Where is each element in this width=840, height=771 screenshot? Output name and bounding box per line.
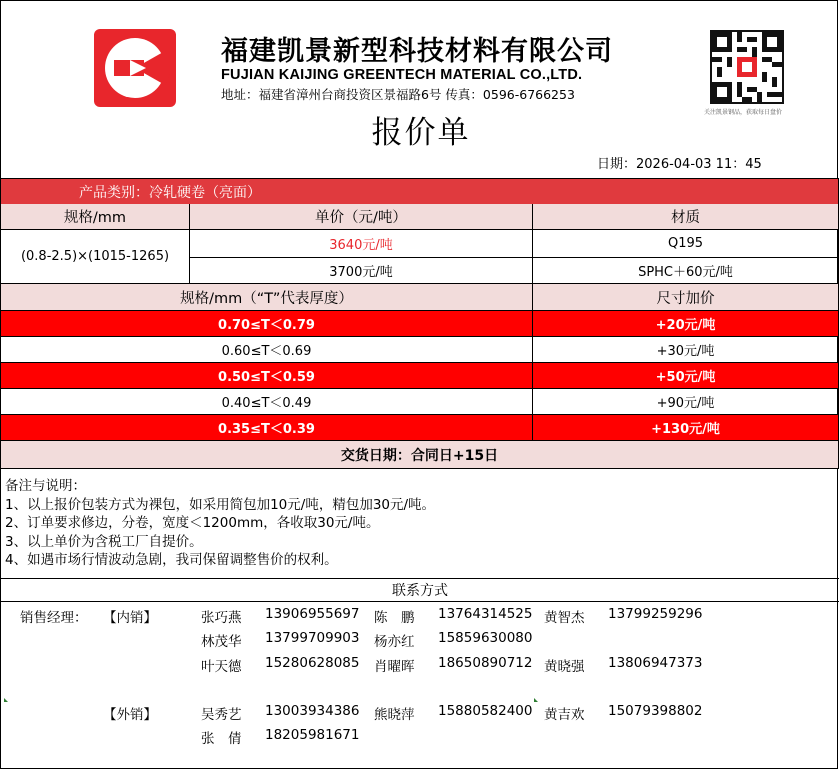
- contact-name: 杨亦红: [374, 634, 415, 650]
- contact-name: 张巧燕: [201, 610, 242, 626]
- note-item: 4、如遇市场行情波动急剧，我司保留调整售价的权利。: [5, 552, 338, 568]
- contact-phone[interactable]: 15859630080: [438, 630, 533, 646]
- thickness-surcharge: +20元/吨: [533, 311, 839, 337]
- note-item: 2、订单要求修边，分卷，宽度＜1200mm，各收取30元/吨。: [5, 515, 380, 531]
- contact-phone[interactable]: 13764314525: [438, 606, 533, 622]
- contact-name: 黄吉欢: [544, 707, 585, 723]
- contact-name: 张 倩: [201, 731, 242, 747]
- sales-manager-label: 销售经理：: [20, 610, 88, 626]
- company-name-cn: 福建凯景新型科技材料有限公司: [221, 36, 613, 67]
- quote-date: 日期：2026-04-03 11：45: [597, 157, 762, 172]
- contact-phone[interactable]: 18205981671: [265, 727, 360, 743]
- notes-block: [5, 477, 435, 570]
- thickness-range: 0.35≤T＜0.39: [1, 415, 533, 441]
- header-spec: 规格/mm: [1, 204, 190, 230]
- contact-name: 黄智杰: [544, 610, 585, 626]
- company-logo-icon: [94, 29, 176, 107]
- delivery-date: 交货日期：合同日+15日: [1, 441, 839, 469]
- contact-name: 黄晓强: [544, 659, 585, 675]
- note-item: 1、以上报价包装方式为裸包，如采用简包加10元/吨，精包加30元/吨。: [5, 496, 436, 513]
- domestic-label: 【内销】: [103, 610, 157, 626]
- thickness-surcharge: +30元/吨: [533, 337, 839, 363]
- contact-name: 陈 鹏: [374, 610, 415, 626]
- product-category: 产品类别：冷轧硬卷（亮面）: [1, 179, 839, 205]
- header-size-surcharge: 尺寸加价: [533, 284, 839, 311]
- contact-name: 熊晓萍: [374, 707, 415, 723]
- header-material: 材质: [533, 204, 839, 230]
- contact-phone[interactable]: 13003934386: [265, 703, 360, 719]
- qr-code-icon: [710, 30, 784, 104]
- document-title: 报价单: [371, 115, 471, 151]
- thickness-surcharge: +50元/吨: [533, 363, 839, 389]
- company-address: 地址：福建省漳州台商投资区景福路6号 传真：0596-6766253: [221, 87, 575, 102]
- contact-name: 叶天德: [201, 659, 242, 675]
- cell-comment-marker-icon: [534, 698, 538, 702]
- spec-range: (0.8-2.5)×(1015-1265): [1, 230, 190, 284]
- thickness-range: 0.70≤T＜0.79: [1, 311, 533, 337]
- material-sphc: SPHC＋60元/吨: [533, 258, 839, 284]
- company-name-en: FUJIAN KAIJING GREENTECH MATERIAL CO.,LTD.: [221, 67, 583, 83]
- contact-phone[interactable]: 18650890712: [438, 655, 533, 671]
- contact-phone[interactable]: 15280628085: [265, 655, 360, 671]
- material-q195: Q195: [533, 230, 839, 258]
- contact-name: 吴秀艺: [201, 707, 242, 723]
- contact-name: 林茂华: [201, 634, 242, 650]
- note-item: 3、以上单价为含税工厂自提价。: [5, 533, 203, 550]
- contact-phone[interactable]: 13799259296: [608, 606, 703, 622]
- price-q195: 3640元/吨: [190, 230, 533, 258]
- price-sphc: 3700元/吨: [190, 258, 533, 284]
- notes-heading: 备注与说明：: [5, 478, 86, 494]
- contact-phone[interactable]: 15079398802: [608, 703, 703, 719]
- thickness-range: 0.60≤T＜0.69: [1, 337, 533, 363]
- thickness-range: 0.50≤T＜0.59: [1, 363, 533, 389]
- contact-phone[interactable]: 13806947373: [608, 655, 703, 671]
- contact-phone[interactable]: 13799709903: [265, 630, 360, 646]
- thickness-surcharge: +90元/吨: [533, 389, 839, 415]
- header-thickness: 规格/mm（“T”代表厚度）: [1, 284, 533, 311]
- thickness-surcharge: +130元/吨: [533, 415, 839, 441]
- header-unit-price: 单价（元/吨）: [190, 204, 533, 230]
- contact-phone[interactable]: 13906955697: [265, 606, 360, 622]
- qr-caption: 关注凯景钢品，获取每日盘价: [704, 109, 783, 116]
- contact-name: 肖曜晖: [374, 659, 415, 675]
- cell-comment-marker-icon: [4, 698, 8, 702]
- thickness-range: 0.40≤T＜0.49: [1, 389, 533, 415]
- export-label: 【外销】: [103, 707, 157, 723]
- contact-phone[interactable]: 15880582400: [438, 703, 533, 719]
- contacts-title: 联系方式: [1, 578, 839, 602]
